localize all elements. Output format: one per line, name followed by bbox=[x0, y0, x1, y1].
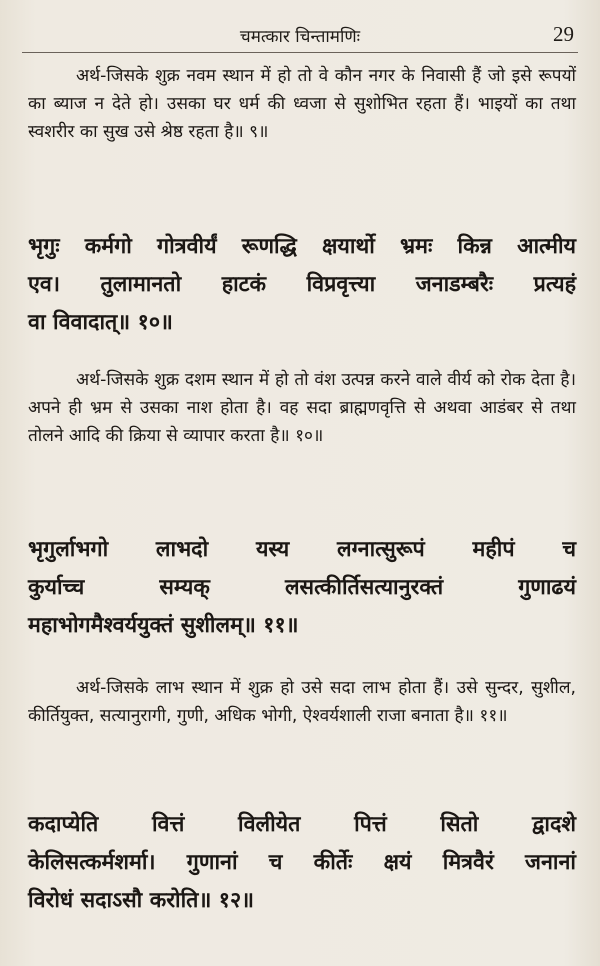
page-number: 29 bbox=[553, 22, 574, 46]
meaning-paragraph-11: अर्थ-जिसके लाभ स्थान में शुक्र हो उसे सदा लाभ होता हैं। उसे सुन्दर, सुशील, कीर्तियुक्त, सत्यानुरागी, गुणी, अधिक भोगी, ऐश्वर्यशाली राजा बनाता है॥ ११॥ bbox=[28, 678, 576, 726]
verse-10-line-2: एव। तुलामानतो हाटकं विप्रवृत्त्या जनाडम्बरैः प्रत्यहं bbox=[28, 272, 576, 297]
verse-11-line-2: कुर्याच्च सम्यक् लसत्कीर्तिसत्यानुरक्तं गुणाढयं bbox=[28, 575, 576, 600]
verse-12 bbox=[28, 806, 576, 920]
header-divider bbox=[22, 52, 578, 53]
verse-12-line-3: विरोधं सदाऽसौ करोति॥ १२॥ bbox=[28, 888, 255, 913]
meaning-paragraph-9: अर्थ-जिसके शुक्र नवम स्थान में हो तो वे कौन नगर के निवासी हैं जो इसे रूपयों का ब्याज न देते हो। उसका घर धर्म की ध्वजा से सुशोभित रहता हैं। भाइयों का तथा स्वशरीर का सुख उसे श्रेष्ठ रहता है॥ ९॥ bbox=[28, 66, 576, 142]
verse-11 bbox=[28, 531, 576, 645]
running-header-title: चमत्कार चिन्तामणिः bbox=[239, 27, 361, 47]
verse-11-line-3: महाभोगमैश्वर्ययुक्तं सुशीलम्॥ ११॥ bbox=[28, 613, 299, 638]
verse-10-line-3: वा विवादात्॥ १०॥ bbox=[28, 310, 173, 335]
verse-12-line-1: कदाप्येति वित्तं विलीयेत पित्तं सितो द्वादशे bbox=[28, 812, 576, 837]
verse-10 bbox=[28, 228, 576, 342]
meaning-paragraph-10: अर्थ-जिसके शुक्र दशम स्थान में हो तो वंश उत्पन्न करने वाले वीर्य को रोक देता है। अपने ही भ्रम से उसका नाश होता है। वह सदा ब्राह्मणवृत्ति से अथवा आडंबर से तथा तोलने आदि की क्रिया से व्यापार करता है॥ १०॥ bbox=[28, 370, 576, 446]
verse-10-line-1: भृगुः कर्मगो गोत्रवीर्यं रूणद्धि क्षयार्थो भ्रमः किन्न आत्मीय bbox=[28, 234, 576, 259]
verse-12-line-2: केलिसत्कर्मशर्मा। गुणानां च कीर्तेः क्षयं मित्रवैरं जनानां bbox=[28, 850, 576, 875]
verse-11-line-1: भृगुर्लाभगो लाभदो यस्य लग्नात्सुरूपं महीपं च bbox=[28, 537, 576, 562]
